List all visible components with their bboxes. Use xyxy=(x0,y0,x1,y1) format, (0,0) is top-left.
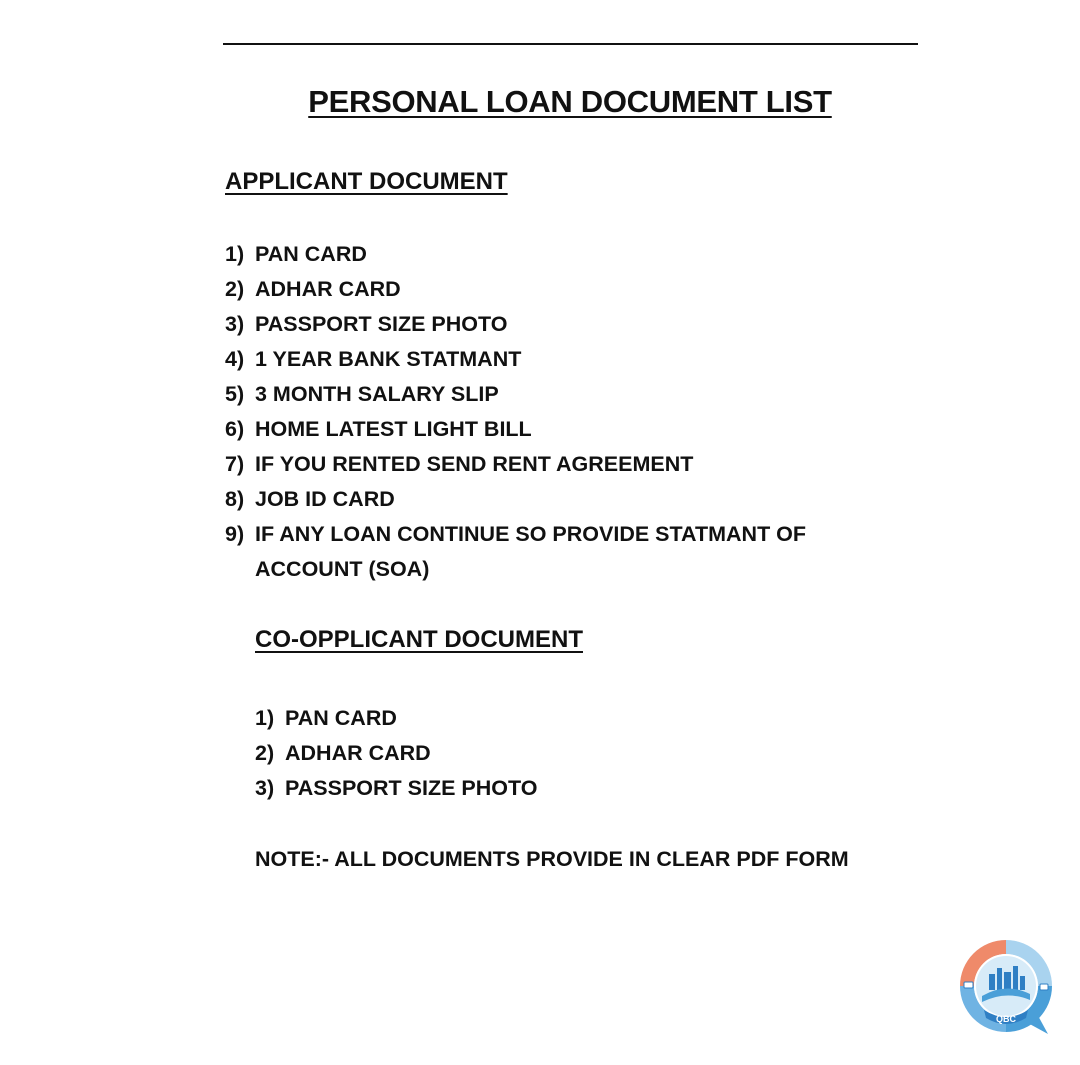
item-text: IF YOU RENTED SEND RENT AGREEMENT xyxy=(255,452,694,476)
list-item xyxy=(255,701,537,736)
list-item xyxy=(225,412,855,447)
item-number: 7) xyxy=(225,452,245,476)
item-text: HOME LATEST LIGHT BILL xyxy=(255,417,532,441)
list-item xyxy=(225,307,855,342)
item-number: 4) xyxy=(225,347,245,371)
top-rule xyxy=(223,43,918,45)
item-number: 3) xyxy=(255,776,275,800)
document-title: PERSONAL LOAN DOCUMENT LIST xyxy=(308,84,832,119)
item-number: 1) xyxy=(255,706,275,730)
applicant-document-list xyxy=(225,237,855,587)
item-text: ADHAR CARD xyxy=(255,277,401,301)
co-applicant-document-list xyxy=(255,701,537,806)
item-text: 3 MONTH SALARY SLIP xyxy=(255,382,499,406)
item-number: 1) xyxy=(225,242,245,266)
list-item xyxy=(255,771,537,806)
item-number: 2) xyxy=(225,277,245,301)
list-item xyxy=(225,517,855,587)
applicant-section-heading: APPLICANT DOCUMENT xyxy=(225,168,508,195)
list-item xyxy=(225,447,855,482)
list-item xyxy=(255,736,537,771)
qbc-logo-icon xyxy=(956,938,1056,1038)
item-text: PAN CARD xyxy=(255,242,367,266)
item-number: 6) xyxy=(225,417,245,441)
list-item xyxy=(225,377,855,412)
item-text: IF ANY LOAN CONTINUE SO PROVIDE STATMANT OF ACCOUNT (SOA) xyxy=(255,522,807,581)
item-number: 5) xyxy=(225,382,245,406)
item-text: JOB ID CARD xyxy=(255,487,395,511)
item-text: PASSPORT SIZE PHOTO xyxy=(285,776,538,800)
item-text: 1 YEAR BANK STATMANT xyxy=(255,347,522,371)
list-item xyxy=(225,272,855,307)
item-text: PASSPORT SIZE PHOTO xyxy=(255,312,508,336)
logo-text: QBC xyxy=(996,1014,1016,1024)
item-number: 8) xyxy=(225,487,245,511)
list-item xyxy=(225,237,855,272)
item-number: 3) xyxy=(225,312,245,336)
note-text: NOTE:- ALL DOCUMENTS PROVIDE IN CLEAR PDF FORM xyxy=(255,847,849,871)
list-item xyxy=(225,482,855,517)
item-text: PAN CARD xyxy=(285,706,397,730)
item-text: ADHAR CARD xyxy=(285,741,431,765)
item-number: 9) xyxy=(225,522,245,546)
list-item xyxy=(225,342,855,377)
item-number: 2) xyxy=(255,741,275,765)
co-applicant-section-heading: CO-OPPLICANT DOCUMENT xyxy=(255,626,583,653)
